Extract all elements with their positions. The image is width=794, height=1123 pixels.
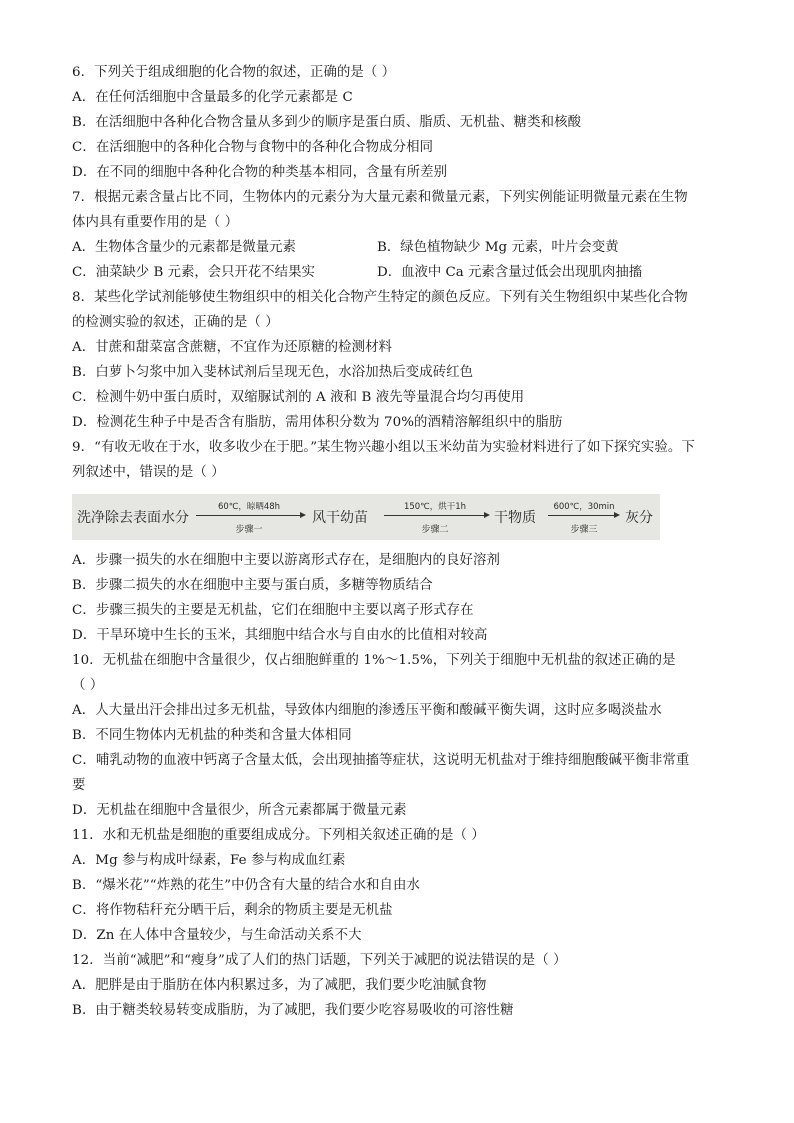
q8-option-c: C．检测牛奶中蛋白质时，双缩脲试剂的 A 液和 B 液先等量混合均匀再使用	[72, 390, 525, 405]
experiment-flow-diagram	[72, 494, 660, 540]
q11-option-a: A．Mg 参与构成叶绿素，Fe 参与构成血红素	[72, 853, 346, 868]
q12-stem: 12．当前“减肥”和“瘦身”成了人们的热门话题，下列关于减肥的说法错误的是（ ）	[72, 953, 567, 968]
q11-stem: 11．水和无机盐是细胞的重要组成成分。下列相关叙述正确的是（ ）	[72, 828, 485, 843]
flow-condition-step2: 150℃，烘干1h	[403, 502, 467, 512]
q8-option-d: D．检测花生种子中是否含有脂肪，需用体积分数为 70%的酒精溶解组织中的脂肪	[72, 415, 563, 430]
q6-option-a: A．在任何活细胞中含量最多的化学元素都是 C	[72, 90, 353, 105]
q10-stem-line2: （ ）	[72, 678, 104, 693]
q7-options-row2	[72, 260, 732, 285]
q12-option-b: B．由于糖类较易转变成脂肪，为了减肥，我们要少吃容易吸收的可溶性糖	[72, 1003, 514, 1018]
q7-stem-line2: 体内具有重要作用的是（ ）	[72, 215, 239, 230]
q7-option-d: D．血液中 Ca 元素含量过低会出现肌肉抽搐	[377, 265, 643, 280]
q11-option-b: B．“爆米花”“炸熟的花生”中仍含有大量的结合水和自由水	[72, 878, 421, 893]
q10-option-c-line2: 要	[72, 778, 86, 793]
q9-option-c: C．步骤三损失的主要是无机盐，它们在细胞中主要以离子形式存在	[72, 603, 474, 618]
q8-option-b: B．白萝卜匀浆中加入斐林试剂后呈现无色，水浴加热后变成砖红色	[72, 365, 474, 380]
flow-node-ash: 灰分	[625, 510, 653, 526]
q7-option-a: A．生物体含量少的元素都是微量元素	[72, 240, 296, 255]
q7-option-c: C．油菜缺少 B 元素，会只开花不结果实	[72, 265, 315, 280]
q10-option-d: D．无机盐在细胞中含量很少，所含元素都属于微量元素	[72, 803, 407, 818]
flow-arrow-step2	[384, 515, 488, 516]
q7-stem-line1: 7．根据元素含量占比不同，生物体内的元素分为大量元素和微量元素，下列实例能证明微量元素在生物	[72, 190, 688, 205]
q6-option-b: B．在活细胞中各种化合物含量从多到少的顺序是蛋白质、脂质、无机盐、糖类和核酸	[72, 115, 582, 130]
q10-option-a: A．人大量出汗会排出过多无机盐，导致体内细胞的渗透压平衡和酸碱平衡失调，这时应多喝淡盐水	[72, 703, 662, 718]
q6-option-d: D．在不同的细胞中各种化合物的种类基本相同，含量有所差别	[72, 165, 448, 180]
q6-option-c: C．在活细胞中的各种化合物与食物中的各种化合物成分相同	[72, 140, 434, 155]
flow-arrow-step3	[548, 515, 618, 516]
q9-stem-line2: 列叙述中，错误的是（ ）	[72, 465, 225, 480]
flow-label-step3: 步骤三	[570, 525, 598, 535]
flow-arrow-step1	[196, 515, 304, 516]
q6-stem: 6．下列关于组成细胞的化合物的叙述，正确的是（ ）	[72, 65, 396, 80]
q10-option-c-line1: C．哺乳动物的血液中钙离子含量太低，会出现抽搐等症状，这说明无机盐对于维持细胞酸碱平衡非常重	[72, 753, 690, 768]
q9-option-a: A．步骤一损失的水在细胞中主要以游离形式存在，是细胞内的良好溶剂	[72, 553, 500, 568]
flow-condition-step1: 60℃，晾晒48h	[217, 502, 281, 512]
q9-stem-line1: 9．“有收无收在于水，收多收少在于肥。”某生物兴趣小组以玉米幼苗为实验材料进行了如下探究实验。下	[72, 440, 695, 455]
q10-stem-line1: 10．无机盐在细胞中含量很少，仅占细胞鲜重的 1%～1.5%，下列关于细胞中无机盐的叙述正确的是	[72, 653, 676, 668]
q7-option-b: B．绿色植物缺少 Mg 元素，叶片会变黄	[377, 240, 619, 255]
question-page	[72, 60, 732, 1023]
q8-stem-line1: 8．某些化学试剂能够使生物组织中的相关化合物产生特定的颜色反应。下列有关生物组织中某些化合物	[72, 290, 688, 305]
flow-node-air-dried-seedling: 风干幼苗	[312, 510, 368, 526]
q7-options-row1	[72, 235, 732, 260]
flow-node-dry-matter: 干物质	[494, 510, 536, 526]
q10-option-b: B．不同生物体内无机盐的种类和含量大体相同	[72, 728, 352, 743]
flow-condition-step3: 600℃，30min	[553, 502, 615, 512]
q12-option-a: A．肥胖是由于脂肪在体内积累过多，为了减肥，我们要少吃油腻食物	[72, 978, 487, 993]
flow-label-step1: 步骤一	[235, 525, 263, 535]
q8-stem-line2: 的检测实验的叙述，正确的是（ ）	[72, 315, 279, 330]
q8-option-a: A．甘蔗和甜菜富含蔗糖，不宜作为还原糖的检测材料	[72, 340, 393, 355]
q11-option-d: D．Zn 在人体中含量较少，与生命活动关系不大	[72, 928, 362, 943]
q9-option-b: B．步骤二损失的水在细胞中主要与蛋白质，多糖等物质结合	[72, 578, 433, 593]
q11-option-c: C．将作物秸秆充分晒干后，剩余的物质主要是无机盐	[72, 903, 393, 918]
q9-option-d: D．干旱环境中生长的玉米，其细胞中结合水与自由水的比值相对较高	[72, 628, 488, 643]
flow-label-step2: 步骤二	[421, 525, 449, 535]
flow-node-fresh-seedling: 洗净除去表面水分	[77, 510, 189, 526]
